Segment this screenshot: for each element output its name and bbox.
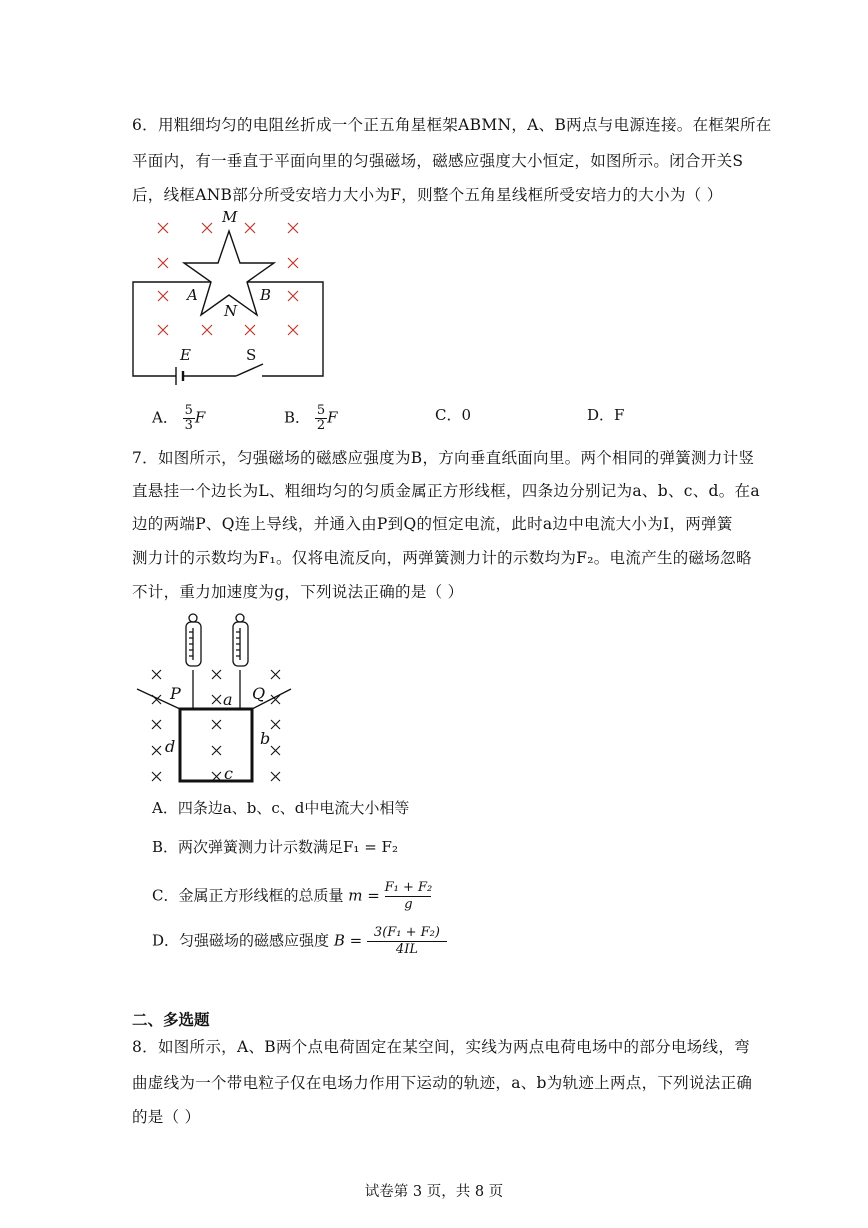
label-P: P [170, 684, 181, 703]
q7-line-4: 测力计的示数均为F₁。仅将电流反向，两弹簧测力计的示数均为F₂。电流产生的磁场忽略 [132, 549, 752, 567]
page-footer: 试卷第 3 页，共 8 页 [364, 1184, 504, 1200]
q6-option-b-fraction: 5 2 [316, 403, 326, 433]
spring-scale-left [186, 614, 201, 666]
q6-option-c[interactable]: C．0 [435, 406, 472, 424]
q8-line-2: 曲虚线为一个带电粒子仅在电场力作用下运动的轨迹，a、b为轨迹上两点，下列说法正确 [132, 1074, 753, 1092]
q7-option-c-lhs: m = [348, 886, 380, 905]
q7-option-c-denominator: g [385, 896, 431, 913]
q7-option-b[interactable]: B．两次弹簧测力计示数满足F₁ = F₂ [152, 838, 398, 856]
label-E: E [180, 346, 191, 364]
q7-option-d-numerator: 3(F₁ + F₂) [373, 925, 440, 940]
label-S: S [246, 346, 257, 364]
spring-scale-right [233, 614, 248, 666]
q6-option-b-label: B． [284, 408, 311, 427]
label-a: a [223, 690, 233, 709]
q7-line-2: 直悬挂一个边长为L、粗细均匀的匀质金属正方形线框，四条边分别记为a、b、c、d。在a [132, 482, 760, 500]
label-d: d [165, 737, 176, 756]
q7-option-c-text: C．金属正方形线框的总质量 [152, 886, 344, 905]
label-c: c [224, 764, 233, 783]
q6-line-2: 平面内，有一垂直于平面向里的匀强磁场，磁感应强度大小恒定，如图所示。闭合开关S [132, 152, 744, 170]
q7-line-1: 7．如图所示，匀强磁场的磁感应强度为B，方向垂直纸面向里。两个相同的弹簧测力计竖 [132, 449, 755, 467]
q7-line-3: 边的两端P、Q连上导线，并通入由P到Q的恒定电流，此时a边中电流大小为I，两弹簧 [132, 515, 733, 533]
q6-line-1: 6．用粗细均匀的电阻丝折成一个正五角星框架ABMN，A、B两点与电源连接。在框架所在 [132, 116, 772, 134]
q8-line-3: 的是（ ） [132, 1108, 201, 1126]
q7-option-c[interactable] [152, 880, 432, 913]
q7-option-d-denominator: 4IL [367, 941, 447, 958]
q7-option-a[interactable]: A．四条边a、b、c、d中电流大小相等 [152, 799, 410, 817]
q6-option-a[interactable]: A． 5 3 F [152, 403, 206, 433]
q7-option-d-text: D．匀强磁场的磁感应强度 [152, 931, 330, 950]
q6-option-a-fraction: 5 3 [184, 403, 193, 433]
q6-option-b[interactable]: B． 5 2 F [284, 403, 338, 433]
q6-option-d[interactable]: D．F [587, 406, 625, 424]
q8-line-1: 8．如图所示，A、B两个点电荷固定在某空间，实线为两点电荷电场中的部分电场线，弯 [132, 1038, 750, 1056]
q6-line-3: 后，线框ANB部分所受安培力大小为F，则整个五角星线框所受安培力的大小为（ ） [132, 186, 723, 204]
q7-option-d[interactable] [152, 925, 447, 958]
label-b: b [260, 729, 271, 748]
q7-option-d-fraction [367, 925, 447, 958]
section-heading-multiple-choice: 二、多选题 [132, 1010, 210, 1029]
q7-line-5: 不计，重力加速度为g，下列说法正确的是（ ） [132, 583, 464, 601]
q6-option-a-label: A． [152, 408, 178, 427]
label-A: A [187, 286, 198, 304]
q7-option-d-lhs: B = [333, 931, 363, 950]
label-N: N [224, 302, 238, 320]
label-Q: Q [252, 684, 266, 703]
q7-option-c-fraction [385, 880, 433, 913]
q7-option-c-numerator: F₁ + F₂ [384, 880, 433, 895]
label-B: B [260, 286, 272, 304]
label-M: M [222, 208, 238, 226]
square-frame [180, 709, 252, 781]
